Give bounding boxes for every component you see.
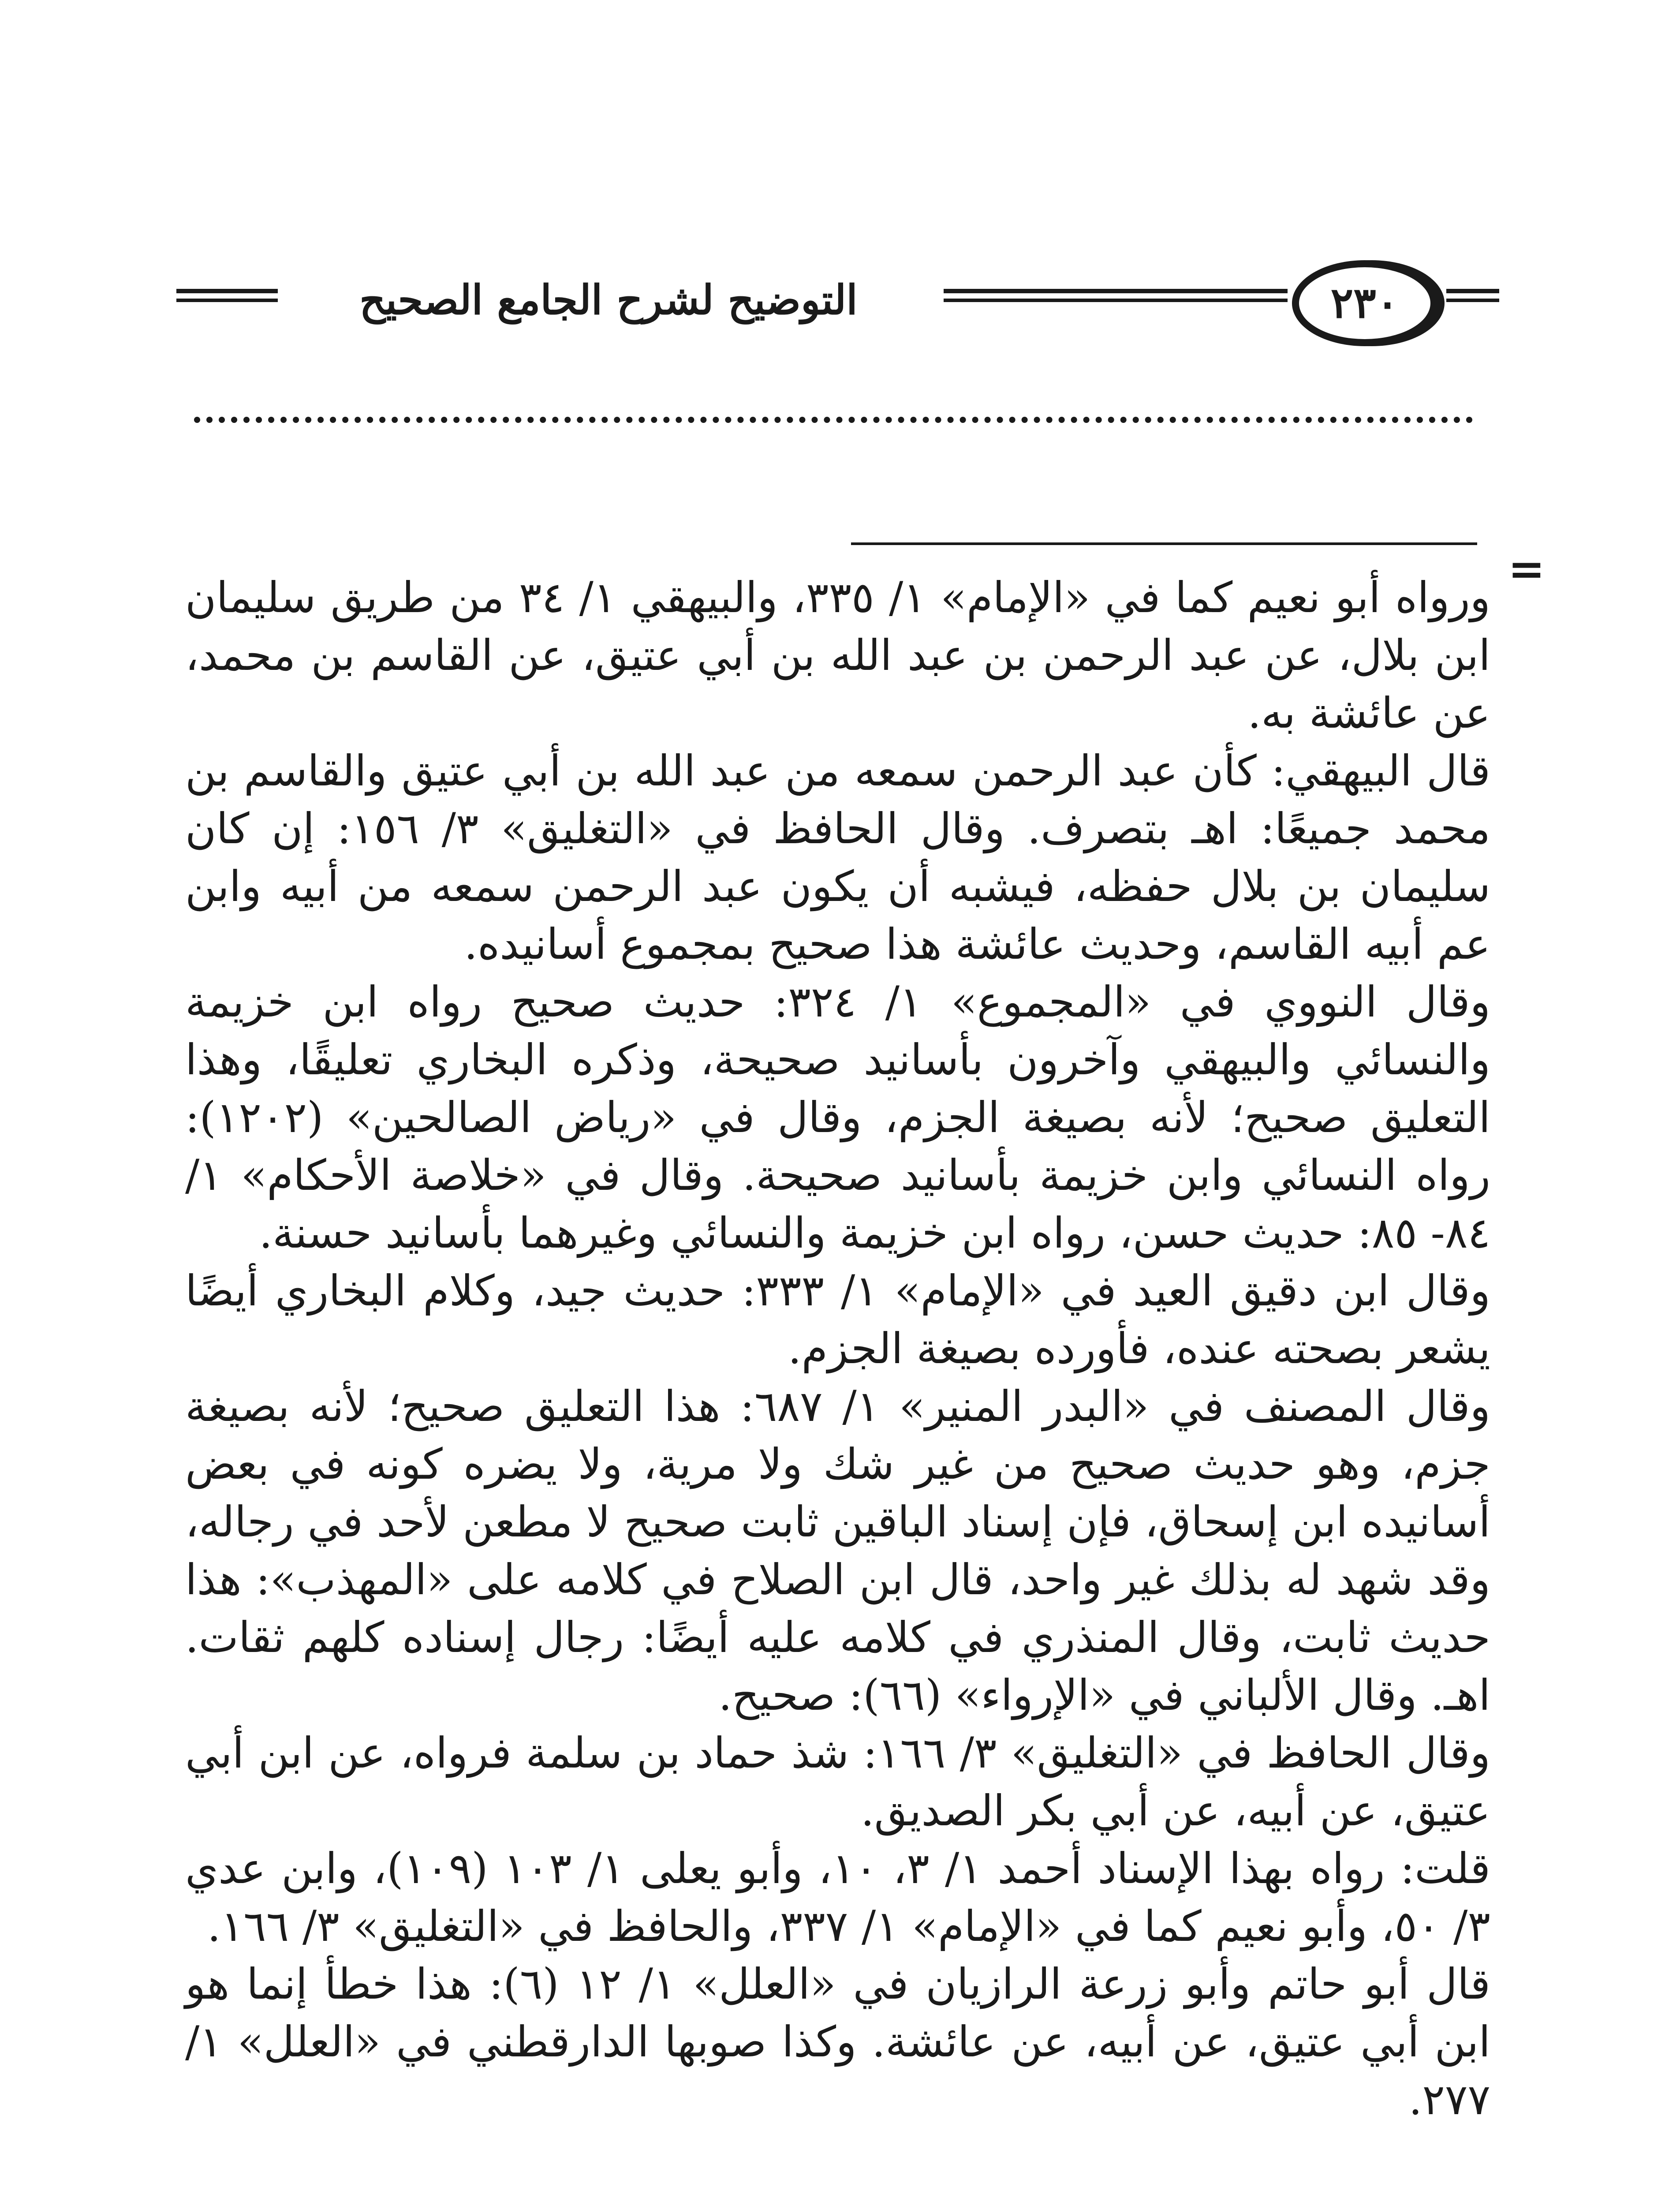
paragraph: وقال المصنف في «البدر المنير» ١/ ٦٨٧: هذا التعليق صحيح؛ لأنه بصيغة جزم، وهو حديث صحيح من غير شك ولا مرية، ولا يضره كونه في بعض أسانيده ابن إسحاق، فإن إسناد الباقين ثابت صحيح لا مطعن لأحد في رجاله، وقد شهد له بذلك غير واحد، قال ابن الصلاح في كلامه على «المهذب»: هذا حديث ثابت، وقال المنذري في كلامه عليه أيضًا: رجال إسناده كلهم ثقات. اهـ. وقال الألباني في «الإرواء» (٦٦): صحيح. bbox=[185, 1382, 1491, 1720]
paragraph: وقال النووي في «المجموع» ١/ ٣٢٤: حديث صحيح رواه ابن خزيمة والنسائي والبيهقي وآخرون بأسانيد صحيحة، وذكره البخاري تعليقًا، وهذا التعليق صحيح؛ لأنه بصيغة الجزم، وقال في «رياض الصالحين» (١٢٠٢): رواه النسائي وابن خزيمة بأسانيد صحيحة. وقال في «خلاصة الأحكام» ١/ ٨٤- ٨٥: حديث حسن، رواه ابن خزيمة والنسائي وغيرهما بأسانيد حسنة. bbox=[185, 977, 1491, 1258]
paragraph: قلت: رواه بهذا الإسناد أحمد ١/ ٣، ١٠، وأبو يعلى ١/ ١٠٣ (١٠٩)، وابن عدي ٣/ ٥٠، وأبو نعيم كما في «الإمام» ١/ ٣٣٧، والحافظ في «التغليق» ٣/ ١٦٦. bbox=[185, 1844, 1490, 1951]
paragraph: وقال الحافظ في «التغليق» ٣/ ١٦٦: شذ حماد بن سلمة فرواه، عن ابن أبي عتيق، عن أبيه، عن أبي بكر الصديق. bbox=[185, 1728, 1491, 1835]
header-rule-left bbox=[176, 289, 278, 304]
header-title: التوضيح لشرح الجامع الصحيح bbox=[359, 276, 858, 324]
footnote-text bbox=[185, 569, 1490, 2129]
paragraph: قال أبو حاتم وأبو زرعة الرازيان في «العلل» ١/ ١٢ (٦): هذا خطأ إنما هو ابن أبي عتيق، عن أبيه، عن عائشة. وكذا صوبها الدارقطني في «العلل» ١/ ٢٧٧. bbox=[185, 1959, 1491, 2124]
paragraph: وقال ابن دقيق العيد في «الإمام» ١/ ٣٣٣: حديث جيد، وكلام البخاري أيضًا يشعر بصحته عنده، فأورده بصيغة الجزم. bbox=[185, 1266, 1491, 1373]
running-header bbox=[176, 256, 1499, 370]
footnote-rule bbox=[851, 542, 1477, 545]
continuation-marker-start: = bbox=[1508, 543, 1545, 595]
paragraph: ورواه أبو نعيم كما في «الإمام» ١/ ٣٣٥، والبيهقي ١/ ٣٤ من طريق سليمان ابن بلال، عن عبد الرحمن بن عبد الله بن أبي عتيق، عن القاسم بن محمد، عن عائشة به. bbox=[185, 573, 1491, 738]
header-rule-middle bbox=[944, 289, 1288, 304]
paragraph: قال البيهقي: كأن عبد الرحمن سمعه من عبد الله بن أبي عتيق والقاسم بن محمد جميعًا: اهـ بتصرف. وقال الحافظ في «التغليق» ٣/ ١٥٦: إن كان سليمان بن بلال حفظه، فيشبه أن يكون عبد الرحمن سمعه من أبيه وابن عم أبيه القاسم، وحديث عائشة هذا صحيح بمجموع أسانيده. bbox=[185, 746, 1491, 969]
header-rule-right bbox=[1446, 289, 1499, 304]
header-dotted-separator bbox=[194, 417, 1473, 423]
page-number: ٢٣٠ bbox=[1292, 260, 1437, 346]
